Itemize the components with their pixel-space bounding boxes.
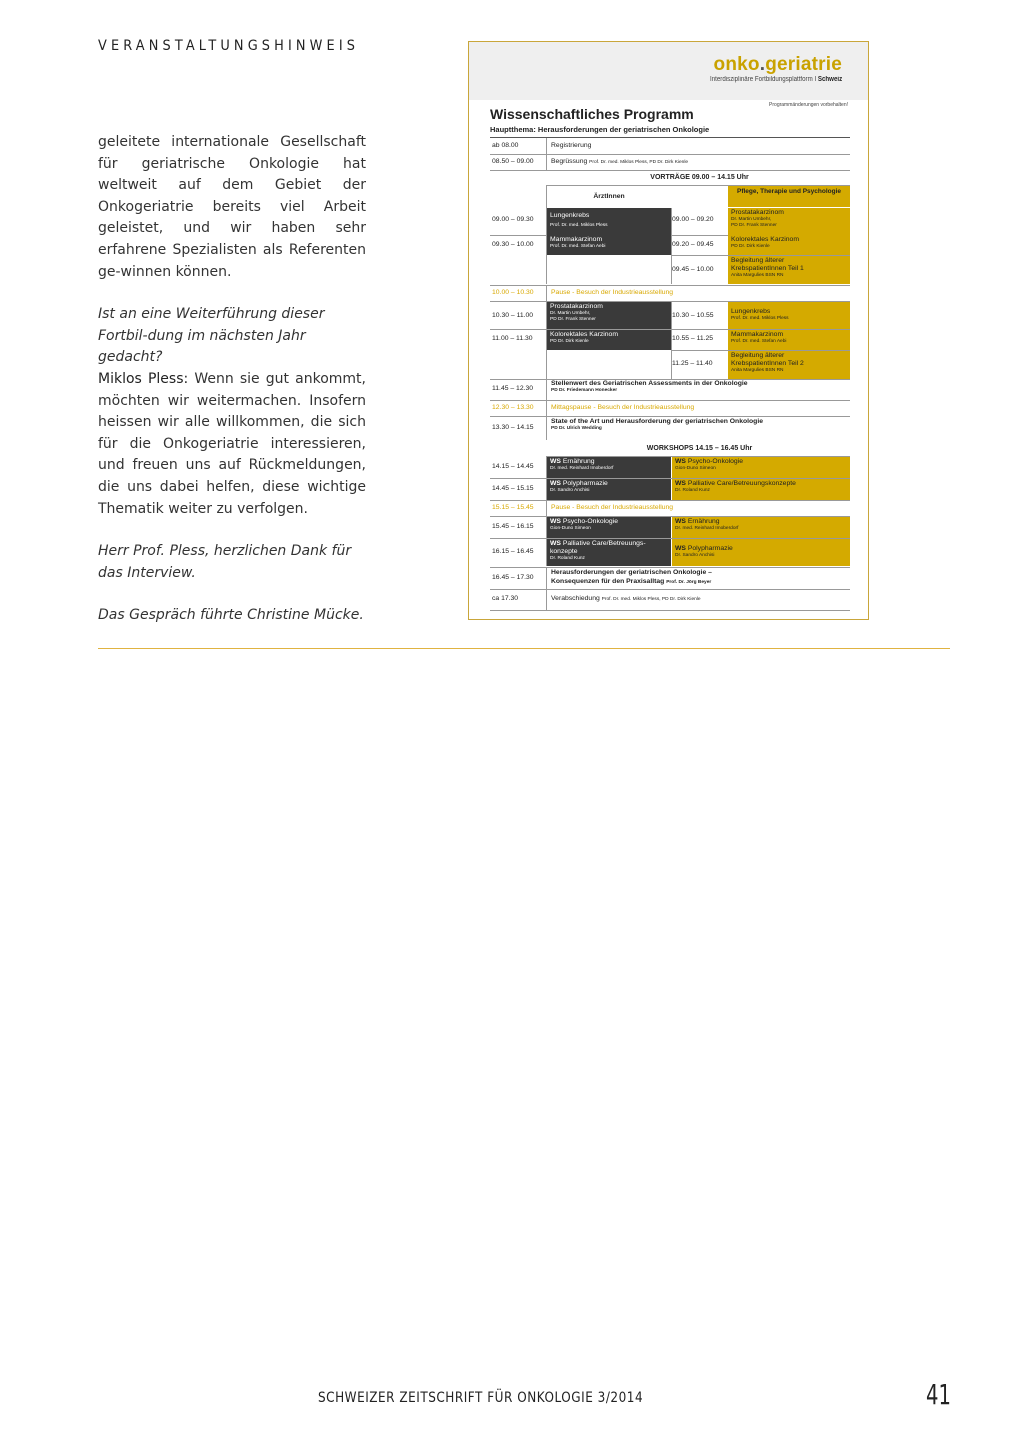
divider [546, 379, 547, 400]
answer-text: Wenn sie gut ankommt, möchten wir weitermachen. Insofern heissen wir alle willkommen, die sich für die Onkogeriatrie interessieren, und freuen uns auf Rückmeldungen, die uns dabei helfen, diese wichtige Thematik weiter zu verfolgen. [98, 370, 367, 517]
flyer-header [469, 42, 868, 100]
column-header-doctors: ÄrztInnen [593, 193, 625, 200]
divider [490, 500, 850, 501]
interview-credit: Das Gespräch führte Christine Mücke. [98, 607, 364, 624]
divider [490, 154, 850, 155]
lecture-cell: Lungenkrebs Prof. Dr. med. Miklos Pless [728, 302, 850, 329]
divider [546, 516, 547, 566]
article-column [98, 132, 366, 648]
divider [546, 301, 547, 379]
lecture-cell: Mammakarzinom Prof. Dr. med. Stefan Aebi [728, 330, 850, 350]
divider [490, 589, 850, 590]
divider [546, 154, 547, 170]
workshop-cell: WS Polypharmazie Dr. Sandro Anchisi [547, 479, 671, 500]
workshop-cell: WS Ernährung Dr. med. Reinhard Imoberdorf [547, 457, 671, 478]
lecture-cell: Lungenkrebs Prof. Dr. med. Miklos Pless [547, 208, 671, 235]
page-number: 41 [926, 1378, 951, 1411]
workshop-cell: WS Ernährung Dr. med. Reinhard Imoberdorf [672, 517, 850, 538]
time-slot: 11.00 – 11.30 [492, 335, 533, 342]
time-slot: 09.00 – 09.20 [672, 216, 714, 223]
divider [490, 416, 850, 417]
divider [546, 400, 547, 416]
lecture-title: State of the Art und Herausforderung der geriatrischen Onkologie PD Dr. Ulrich Wedding [551, 418, 763, 431]
time-slot: 09.20 – 09.45 [672, 241, 714, 248]
time-slot: 11.25 – 11.40 [672, 360, 713, 367]
divider [490, 400, 850, 401]
lecture-cell: Kolorektales Karzinom PD Dr. Dirk Kienle [547, 330, 671, 350]
workshop-cell: WS Psycho-Onkologie Gion-Duno Simeon [547, 517, 671, 538]
divider [546, 285, 547, 301]
closing-thanks: Herr Prof. Pless, herzlichen Dank für das Interview. [98, 543, 352, 581]
interview-answer [98, 369, 366, 520]
interview-question: Ist an eine Weiterführung dieser Fortbil-dung im nächsten Jahr gedacht? [98, 306, 325, 366]
workshops-heading: WORKSHOPS 14.15 – 16.45 Uhr [646, 445, 753, 452]
workshop-cell: WS Palliative Care/Betreuungs- konzepte Dr. Roland Kunz [547, 539, 671, 566]
section-header: VERANSTALTUNGSHINWEIS [98, 38, 360, 54]
divider [546, 500, 547, 516]
lecture-title: Stellenwert des Geriatrischen Assessments in der Onkologie PD Dr. Friedemann Honecker [551, 380, 748, 393]
section-rule [98, 648, 950, 649]
time-slot: 10.30 – 10.55 [672, 312, 714, 319]
logo-tagline: Interdisziplinäre Fortbildungsplattform I Schweiz [709, 76, 842, 83]
time-slot: 09.00 – 09.30 [492, 216, 534, 223]
speaker-name: Miklos Pless: [98, 370, 189, 387]
main-theme: Hauptthema: Herausforderungen der geriatrischen Onkologie [490, 125, 710, 134]
divider [490, 538, 850, 539]
time-slot: 16.15 – 16.45 [492, 548, 534, 555]
time-slot: 09.45 – 10.00 [672, 266, 714, 273]
divider [546, 138, 547, 154]
time-slot: 14.45 – 15.15 [492, 485, 534, 492]
lecture-cell: Begleitung älterer KrebspatientInnen Teil 2 Anita Margulies BSN RN [728, 351, 850, 379]
divider [671, 302, 672, 379]
divider [490, 567, 850, 568]
workshop-cell: WS Palliative Care/Betreuungskonzepte Dr. Roland Kunz [672, 479, 850, 500]
time-slot: 09.30 – 10.00 [492, 241, 534, 248]
onkogeriatrie-logo: onko.geriatrie [713, 54, 842, 75]
lecture-title: Herausforderungen der geriatrischen Onkologie – Konsequenzen für den Praxisalltag Prof. Dr. Jörg Beyer [551, 569, 712, 585]
time-slot: 15.45 – 16.15 [492, 523, 534, 530]
program-title: Wissenschaftliches Programm [490, 106, 694, 122]
lectures-heading: VORTRÄGE 09.00 – 14.15 Uhr [650, 174, 749, 181]
divider [490, 170, 850, 171]
journal-footer: SCHWEIZER ZEITSCHRIFT FÜR ONKOLOGIE 3/2014 [318, 1390, 644, 1406]
change-notice: Programmänderungen vorbehalten! [769, 102, 848, 108]
lecture-cell: Prostatakarzinom Dr. Martin Umbehr, PD Dr. Frank Stenner [547, 302, 671, 329]
divider [490, 610, 850, 611]
lecture-cell: Begleitung älterer KrebspatientInnen Teil 1 Anita Margulies BSN RN [728, 256, 850, 284]
workshop-cell: WS Polypharmazie Dr. Sandro Anchisi [672, 539, 850, 566]
workshop-cell: WS Psycho-Onkologie Gion-Duno Simeon [672, 457, 850, 478]
article-paragraph: geleitete internationale Gesellschaft für geriatrische Onkologie hat weltweit auf dem Gebiet der Onkogeriatrie bereits viel Arbeit geleistet, und wir haben sehr erfahrene Spezialisten als Referenten ge-winnen können. [98, 134, 366, 280]
time-slot: 10.30 – 11.00 [492, 312, 534, 319]
divider [490, 137, 850, 138]
lecture-cell: Kolorektales Karzinom PD Dr. Dirk Kienle [728, 235, 850, 255]
divider [671, 208, 672, 284]
divider [490, 285, 850, 286]
program-flyer: onko.geriatrie Interdisziplinäre Fortbildungsplattform I Schweiz Programmänderungen vorbehalten! Wissenschaftliches Programm Hauptthema: Herausforderungen der geriatrischen Onkologie ab 08.00 Registrierung 08.50 – 09.00 Begrüssung Prof. Dr. med. Miklos Pless, PD Dr. Dirk Kienle VORTRÄGE 09.00 – 14.15 Uhr ÄrztInnen Pflege, Therapie und Psychologie 09.00 – 09.30 Lungenkrebs Prof. Dr. med. Miklos Pless 09.00 – 09.20 Prostatakarzinom Dr. Martin Umbehr, PD Dr. Frank Stenner 09.30 – 10.00 Mammakarzinom Prof. Dr. med. Stefan Aebi 09.20 – 09.45 Kolorektales Karzinom PD Dr. Dirk Kienle 09.45 – 10.00 Begleitung älterer KrebspatientInnen Teil 1 Anita Margulies BSN RN 10.00 – 10.30 Pause - Besuch der Industrieausstellung 10.30 – 11.00 Prostatakarzinom Dr. Martin Umbehr, PD Dr. Frank Stenner 10.30 – 10.55 Lungenkrebs Prof. Dr. med. Miklos Pless 11.00 – 11.30 Kolorektales Karzinom PD Dr. Dirk Kienle 10.55 – 11.25 Mammakarzinom Prof. Dr. med. Stefan Aebi 11.25 – 11.40 Begleitung älterer KrebspatientInnen Teil 2 Anita Margulies BSN RN 11.45 – 12.30 Stellenwert des Geriatrischen Assessments in der Onkologie PD Dr. Friedemann Honecker 12.30 – 13.30 Mittagspause - Besuch der Industrieausstellung 13.30 – 14.15 State of the Art und Herausforderung der geriatrischen Onkologie PD Dr. Ulrich Wedding WORKSHOPS 14.15 – 16.45 Uhr 14.15 – 14.45 WS Ernährung Dr. med. Reinhard Imoberdorf WS Psycho-Onkologie Gion-Duno Simeon 14.45 – 15.15 WS Polypharmazie Dr. Sandro Anchisi WS Palliative Care/Betreuungskonzepte Dr. Roland Kunz 15.15 – 15.45 Pause - Besuch der Industrieausstellung 15.45 – 16.15 WS Psycho-Onkologie Gion-Duno Simeon WS Ernährung Dr. med. Reinhard Imoberdorf 16.15 – 16.45 WS Palliative Care/Betreuungs- konzepte Dr. Roland Kunz WS Polypharmazie Dr. Sandro Anchisi 16.45 – 17.30 Herausforderungen der geriatrischen Onkologie – Konsequenzen für den Praxisalltag Prof. Dr. Jörg Beyer ca 17.30 Verabschiedung Prof. Dr. med. Miklos Pless, PD Dr. Dirk Kienle [468, 41, 869, 620]
divider [546, 416, 547, 440]
divider [546, 567, 547, 589]
column-header-care: Pflege, Therapie und Psychologie [728, 186, 850, 207]
time-slot: 10.55 – 11.25 [672, 335, 714, 342]
divider [490, 478, 850, 479]
lecture-cell: Prostatakarzinom Dr. Martin Umbehr, PD Dr. Frank Stenner [728, 208, 850, 235]
time-slot: 14.15 – 14.45 [492, 463, 534, 470]
divider [546, 589, 547, 610]
lecture-cell: Mammakarzinom Prof. Dr. med. Stefan Aebi [547, 235, 671, 255]
